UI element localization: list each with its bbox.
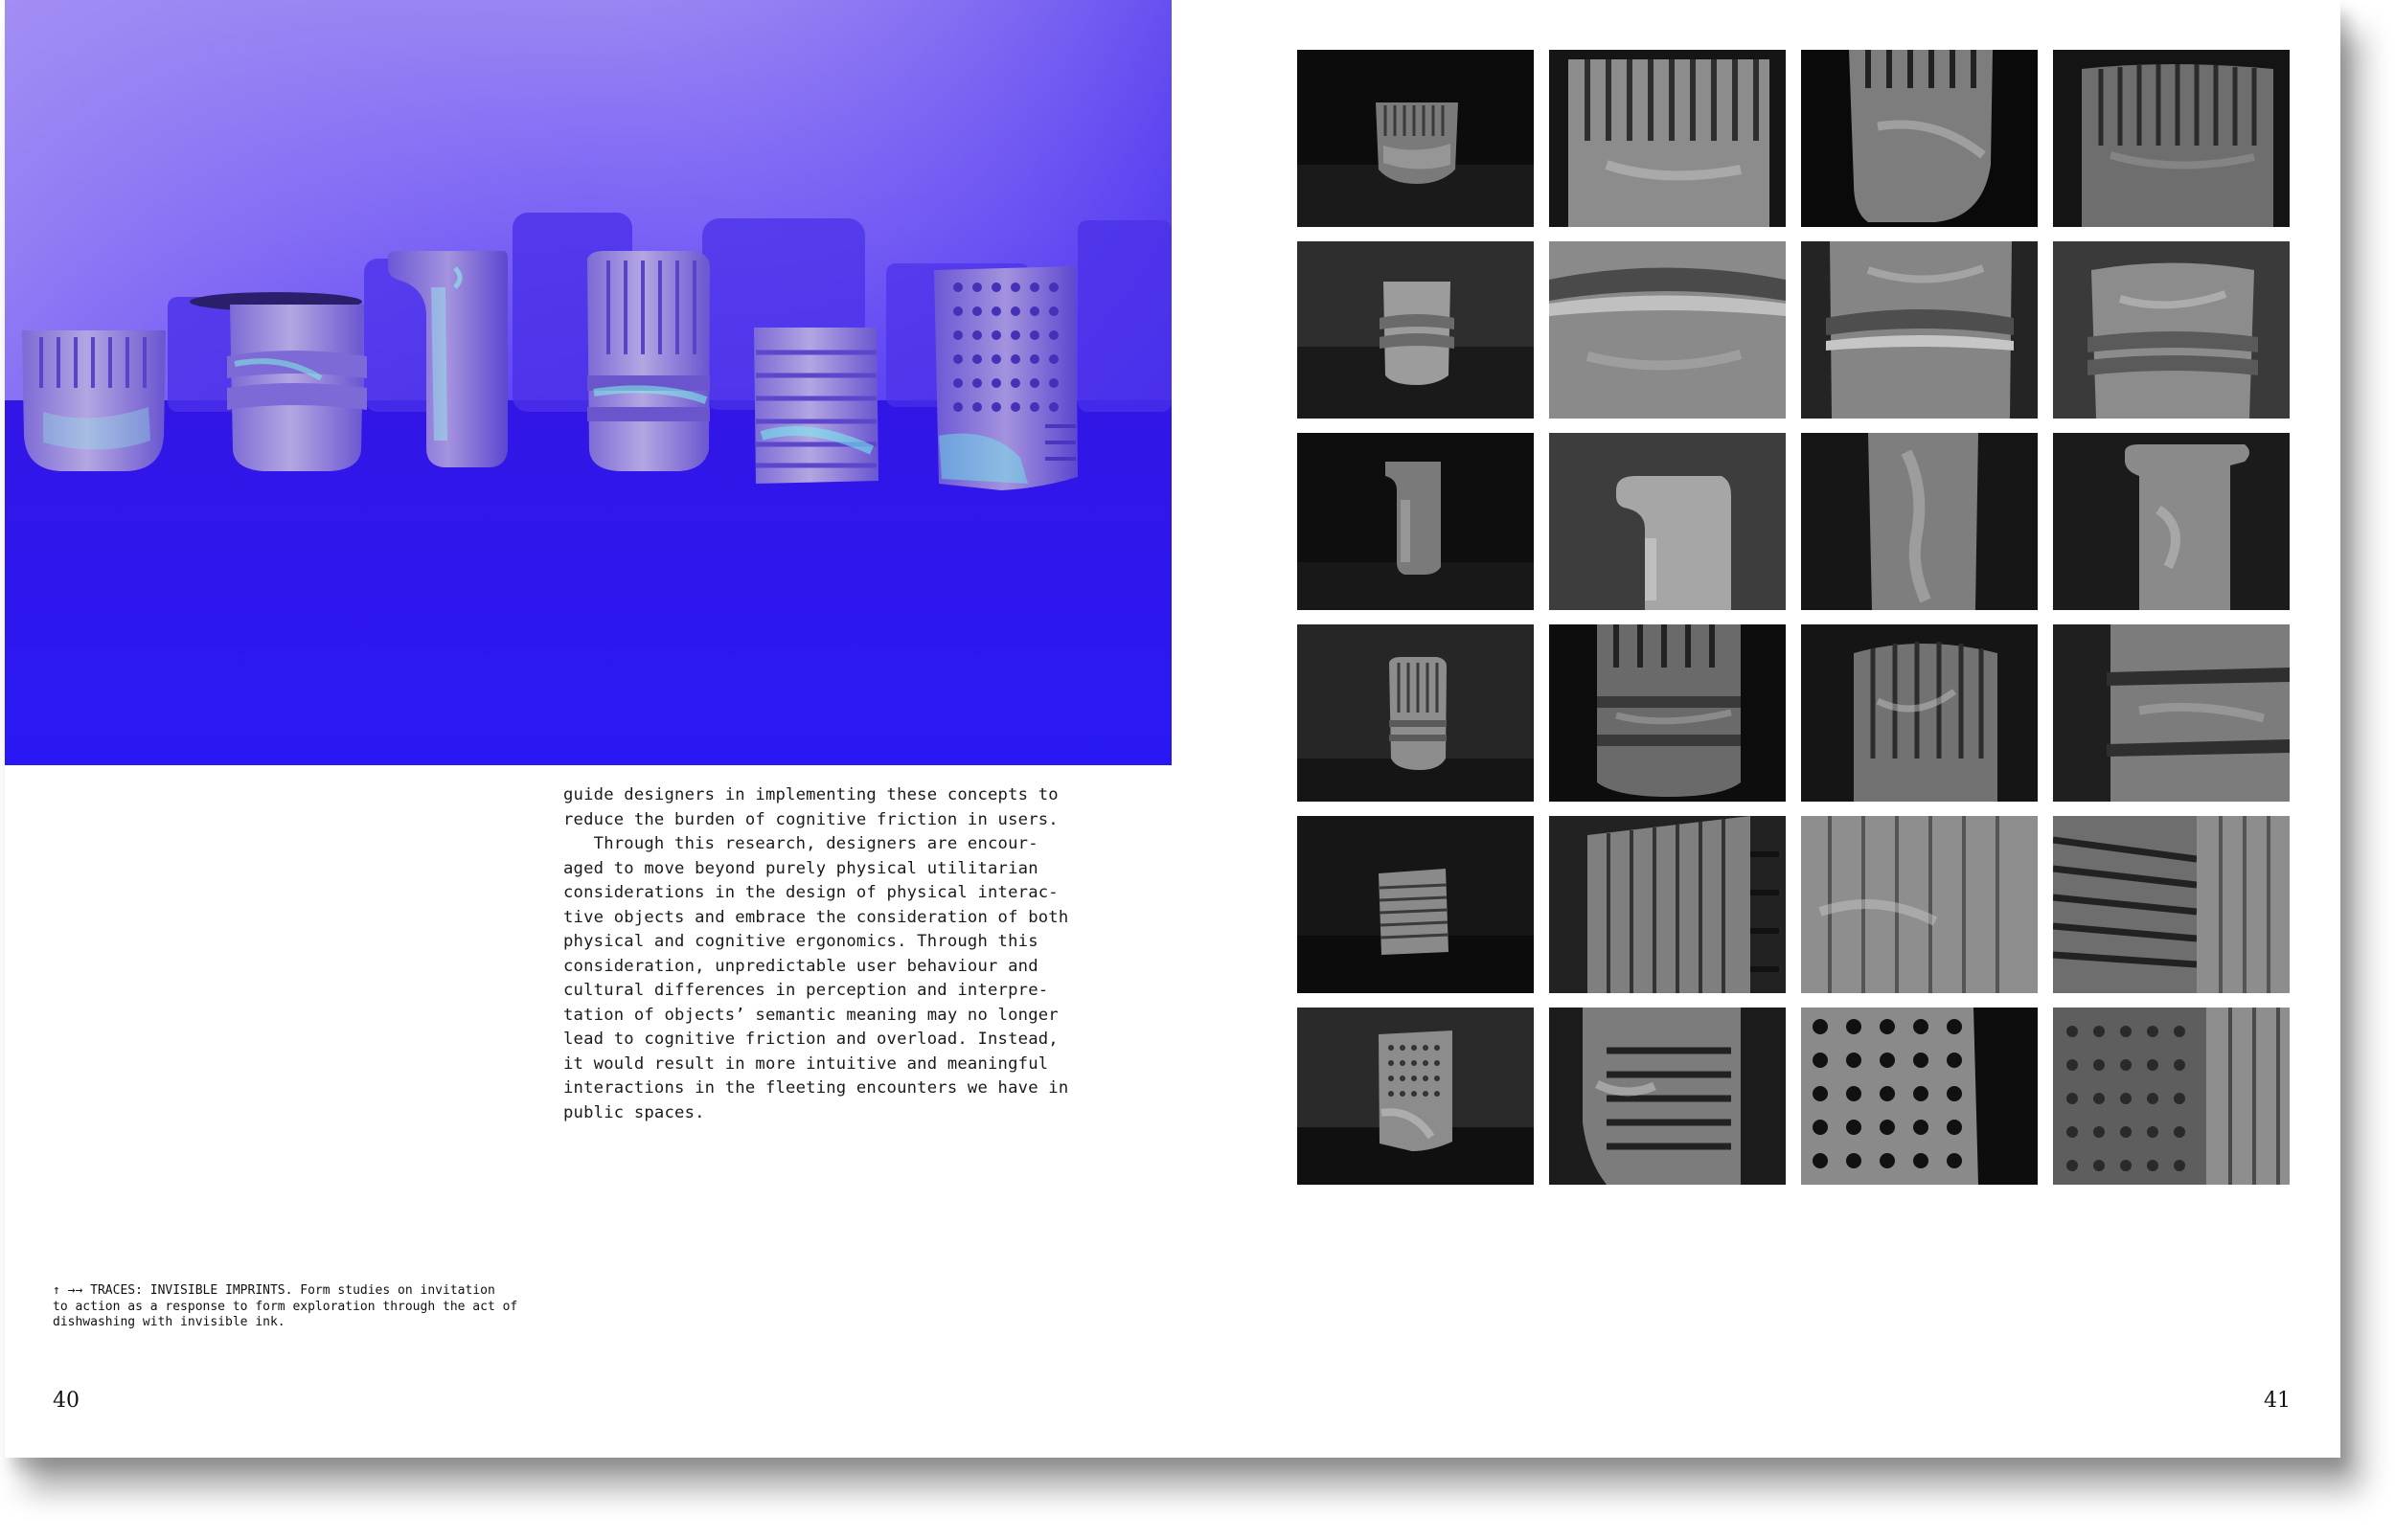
form-study-photo bbox=[2053, 433, 2290, 610]
body-line: considerations in the design of physical interac- bbox=[563, 883, 1059, 902]
perforated-box-edge-photo bbox=[2053, 1008, 2290, 1185]
slatted-block-small-photo bbox=[1297, 816, 1534, 993]
form-study-photo bbox=[1549, 433, 1786, 610]
form-study-photo bbox=[1549, 1008, 1786, 1185]
body-line: reduce the burden of cognitive friction in users. bbox=[563, 809, 1059, 829]
slatted-block-side-photo bbox=[2053, 816, 2290, 993]
slotted-column-angle-photo bbox=[1801, 624, 2038, 802]
curved-column-closeup-photo bbox=[1801, 433, 2038, 610]
slotted-column-closeup-photo bbox=[1549, 624, 1786, 802]
slotted-cup-closeup-photo bbox=[1549, 50, 1786, 227]
page-number-left: 40 bbox=[53, 1389, 80, 1413]
curved-column-side-photo bbox=[2053, 433, 2290, 610]
perforated-box-holes-photo bbox=[1801, 1008, 2038, 1185]
body-text-column bbox=[563, 783, 1069, 1125]
form-study-photo bbox=[1549, 816, 1786, 993]
slatted-block-closeup-photo bbox=[1549, 816, 1786, 993]
form-study-photo bbox=[1297, 433, 1534, 610]
ribbed-cylinder-side-photo bbox=[2053, 241, 2290, 419]
caption-line: dishwashing with invisible ink. bbox=[53, 1315, 285, 1329]
form-study-photo bbox=[1801, 50, 2038, 227]
form-study-photo bbox=[1801, 624, 2038, 802]
figure-caption bbox=[53, 1283, 551, 1331]
body-line: consideration, unpredictable user behaviour and bbox=[563, 956, 1038, 976]
body-line: guide designers in implementing these concepts to bbox=[563, 785, 1059, 804]
uv-objects-photo bbox=[5, 0, 1172, 765]
form-study-photo bbox=[1297, 50, 1534, 227]
form-study-photo bbox=[1297, 1008, 1534, 1185]
slatted-block-face-photo bbox=[1801, 816, 2038, 993]
form-study-photo bbox=[1549, 624, 1786, 802]
body-line: Through this research, designers are encour- bbox=[563, 834, 1038, 853]
form-study-photo bbox=[2053, 241, 2290, 419]
form-study-photo bbox=[2053, 50, 2290, 227]
perforated-box-small-photo bbox=[1297, 1008, 1534, 1185]
form-study-photo bbox=[1549, 50, 1786, 227]
body-line: physical and cognitive ergonomics. Through this bbox=[563, 932, 1038, 951]
form-study-grid bbox=[1297, 50, 2300, 1185]
slotted-cup-angle-photo bbox=[1801, 50, 2038, 227]
ribbed-cylinder-small-photo bbox=[1297, 241, 1534, 419]
caption-line: to action as a response to form exploration through the act of bbox=[53, 1299, 518, 1314]
body-line: interactions in the fleeting encounters we have in bbox=[563, 1078, 1069, 1098]
slotted-cup-wide-photo bbox=[2053, 50, 2290, 227]
form-study-photo bbox=[1801, 433, 2038, 610]
body-line: tive objects and embrace the consideration of both bbox=[563, 907, 1069, 927]
form-study-photo bbox=[1297, 241, 1534, 419]
form-study-photo bbox=[1801, 816, 2038, 993]
magazine-spread bbox=[5, 0, 2340, 1458]
uv-objects-illustration bbox=[5, 0, 1172, 765]
slotted-column-small-photo bbox=[1297, 624, 1534, 802]
ribbed-cylinder-detail-photo bbox=[1801, 241, 2038, 419]
form-study-photo bbox=[1801, 241, 2038, 419]
page-number-right: 41 bbox=[2264, 1389, 2291, 1413]
form-study-photo bbox=[1801, 1008, 2038, 1185]
body-line: aged to move beyond purely physical utilitarian bbox=[563, 858, 1038, 878]
body-line: lead to cognitive friction and overload. Instead, bbox=[563, 1030, 1059, 1049]
form-study-photo bbox=[1297, 816, 1534, 993]
perforated-box-slots-photo bbox=[1549, 1008, 1786, 1185]
body-line: it would result in more intuitive and meaningful bbox=[563, 1053, 1049, 1074]
curved-column-small-photo bbox=[1297, 433, 1534, 610]
body-line: public spaces. bbox=[563, 1102, 705, 1122]
caption-line: ↑ →→ TRACES: INVISIBLE IMPRINTS. Form studies on invitation bbox=[53, 1283, 495, 1298]
curved-column-top-photo bbox=[1549, 433, 1786, 610]
body-line: tation of objects’ semantic meaning may no longer bbox=[563, 1005, 1059, 1025]
body-line: cultural differences in perception and interpre- bbox=[563, 981, 1049, 1000]
slotted-column-ridge-photo bbox=[2053, 624, 2290, 802]
ribbed-cylinder-closeup-photo bbox=[1549, 241, 1786, 419]
form-study-photo bbox=[2053, 816, 2290, 993]
form-study-photo bbox=[2053, 1008, 2290, 1185]
slotted-cup-small-photo bbox=[1297, 50, 1534, 227]
form-study-photo bbox=[2053, 624, 2290, 802]
form-study-photo bbox=[1297, 624, 1534, 802]
form-study-photo bbox=[1549, 241, 1786, 419]
